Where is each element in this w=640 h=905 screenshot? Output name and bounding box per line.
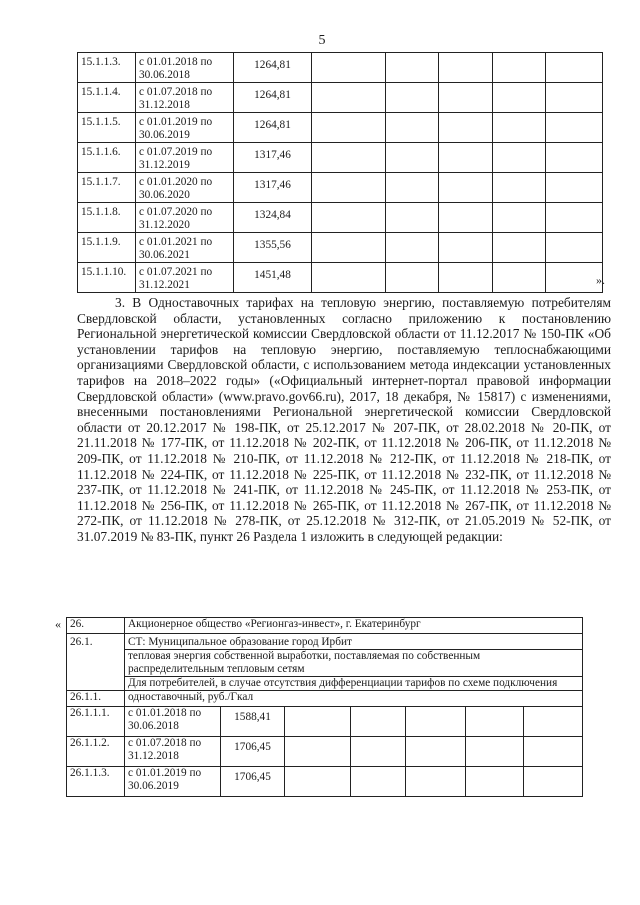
empty-cell — [524, 737, 583, 767]
table-row — [78, 143, 603, 173]
empty-cell — [312, 263, 386, 293]
table-row — [78, 113, 603, 143]
row-value: 1264,81 — [234, 83, 312, 113]
row-value: 1588,41 — [221, 707, 285, 737]
empty-cell — [406, 737, 466, 767]
row-code: 15.1.1.4. — [78, 83, 136, 113]
empty-cell — [439, 233, 493, 263]
empty-cell — [546, 173, 603, 203]
st-line: СТ: Муниципальное образование город Ирбит — [125, 634, 583, 650]
empty-cell — [524, 767, 583, 797]
opening-quote: « — [55, 617, 61, 631]
row-value: 1706,45 — [221, 737, 285, 767]
row-period: с 01.01.2019 по 30.06.2019 — [136, 113, 234, 143]
table-row — [67, 767, 583, 797]
st-note: Для потребителей, в случае отсутствия дифференциации тарифов по схеме подключения — [125, 677, 583, 691]
empty-cell — [351, 767, 406, 797]
empty-cell — [546, 53, 603, 83]
empty-cell — [386, 203, 439, 233]
row-code: 26.1.1.3. — [67, 767, 125, 797]
tariff-table-26 — [66, 617, 583, 797]
empty-cell — [524, 707, 583, 737]
empty-cell — [493, 203, 546, 233]
empty-cell — [406, 707, 466, 737]
empty-cell — [386, 173, 439, 203]
empty-cell — [312, 143, 386, 173]
row-value: 1355,56 — [234, 233, 312, 263]
empty-cell — [439, 113, 493, 143]
row-code: 15.1.1.3. — [78, 53, 136, 83]
empty-cell — [386, 83, 439, 113]
table-row — [78, 203, 603, 233]
empty-cell — [312, 113, 386, 143]
empty-cell — [386, 143, 439, 173]
table-row — [78, 173, 603, 203]
empty-cell — [546, 263, 603, 293]
empty-cell — [493, 263, 546, 293]
table-row — [78, 83, 603, 113]
sub-label: одноставочный, руб./Гкал — [125, 691, 583, 707]
empty-cell — [466, 767, 524, 797]
st-description: тепловая энергия собственной выработки, поставляемая по собственным распределительным тепловым сетям — [125, 650, 583, 677]
empty-cell — [285, 707, 351, 737]
empty-cell — [386, 233, 439, 263]
empty-cell — [546, 143, 603, 173]
empty-cell — [439, 143, 493, 173]
row-value: 1317,46 — [234, 173, 312, 203]
empty-cell — [439, 203, 493, 233]
row-period: с 01.01.2020 по 30.06.2020 — [136, 173, 234, 203]
row-code: 26.1.1.2. — [67, 737, 125, 767]
empty-cell — [312, 53, 386, 83]
empty-cell — [312, 173, 386, 203]
table-row — [67, 737, 583, 767]
empty-cell — [546, 113, 603, 143]
page-number: 5 — [318, 33, 326, 48]
empty-cell — [285, 737, 351, 767]
empty-cell — [493, 113, 546, 143]
empty-cell — [386, 53, 439, 83]
empty-cell — [493, 53, 546, 83]
empty-cell — [351, 737, 406, 767]
row-code: 15.1.1.9. — [78, 233, 136, 263]
row-period: с 01.07.2019 по 31.12.2019 — [136, 143, 234, 173]
empty-cell — [312, 83, 386, 113]
row-period: с 01.01.2018 по 30.06.2018 — [136, 53, 234, 83]
row-period: с 01.07.2021 по 31.12.2021 — [136, 263, 234, 293]
row-value: 1317,46 — [234, 143, 312, 173]
sub-code: 26.1.1. — [67, 691, 125, 707]
row-code: 15.1.1.7. — [78, 173, 136, 203]
org-code: 26. — [67, 618, 125, 634]
row-period: с 01.07.2020 по 31.12.2020 — [136, 203, 234, 233]
empty-cell — [439, 173, 493, 203]
paragraph-text: 3. В Одноставочных тарифах на тепловую энергию, поставляемую потребителям Свердловской области, установленных согласно приложению к постановлению Региональной энергетической комиссии Свердловской области от 11.12.2017 № 150-ПК «Об установлении тарифов на тепловую энергию, поставляемую теплоснабжающими организациями Свердловской области, с использованием метода индексации установленных тарифов на 2018–2022 годы» («Официальный интернет-портал правовой информации Свердловской области» (www.pravo.gov66.ru), 2017, 18 декабря, № 15817) с изменениями, внесенными постановлениями Региональной энергетической комиссии Свердловской области от 20.12.2017 № 198-ПК, от 25.12.2017 № 207-ПК, от 28.02.2018 № 20-ПК, от 21.11.2018 № 177-ПК, от 11.12.2018 № 202-ПК, от 11.12.2018 № 206-ПК, от 11.12.2018 № 209-ПК, от 11.12.2018 № 210-ПК, от 11.12.2018 № 212-ПК, от 11.12.2018 № 218-ПК, от 11.12.2018 № 224-ПК, от 11.12.2018 № 225-ПК, от 11.12.2018 № 232-ПК, от 11.12.2018 № 237-ПК, от 11.12.2018 № 241-ПК, от 11.12.2018 № 245-ПК, от 11.12.2018 № 253-ПК, от 11.12.2018 № 256-ПК, от 11.12.2018 № 265-ПК, от 11.12.2018 № 267-ПК, от 11.12.2018 № 272-ПК, от 11.12.2018 № 278-ПК, от 25.12.2018 № 312-ПК, от 21.05.2019 № 52-ПК, от 31.07.2019 № 83-ПК, пункт 26 Раздела 1 изложить в следующей редакции: — [77, 295, 611, 544]
row-period: с 01.07.2018 по 31.12.2018 — [136, 83, 234, 113]
row-code: 15.1.1.10. — [78, 263, 136, 293]
closing-quote: ». — [596, 273, 605, 287]
row-value: 1264,81 — [234, 53, 312, 83]
empty-cell — [493, 83, 546, 113]
empty-cell — [285, 767, 351, 797]
org-name: Акционерное общество «Регионгаз-инвест», г. Екатеринбург — [125, 618, 583, 634]
row-value: 1324,84 — [234, 203, 312, 233]
empty-cell — [493, 233, 546, 263]
row-code: 15.1.1.5. — [78, 113, 136, 143]
row-value: 1706,45 — [221, 767, 285, 797]
empty-cell — [466, 737, 524, 767]
table-row — [78, 233, 603, 263]
row-code: 15.1.1.8. — [78, 203, 136, 233]
row-period: с 01.07.2018 по 31.12.2018 — [125, 737, 221, 767]
empty-cell — [312, 233, 386, 263]
row-value: 1451,48 — [234, 263, 312, 293]
table-row — [78, 53, 603, 83]
row-period: с 01.01.2018 по 30.06.2018 — [125, 707, 221, 737]
empty-cell — [386, 113, 439, 143]
row-period: с 01.01.2019 по 30.06.2019 — [125, 767, 221, 797]
empty-cell — [439, 83, 493, 113]
table-row — [67, 707, 583, 737]
empty-cell — [351, 707, 406, 737]
amendment-paragraph — [77, 295, 611, 545]
row-period: с 01.01.2021 по 30.06.2021 — [136, 233, 234, 263]
empty-cell — [493, 143, 546, 173]
empty-cell — [386, 263, 439, 293]
row-code: 15.1.1.6. — [78, 143, 136, 173]
row-value: 1264,81 — [234, 113, 312, 143]
empty-cell — [439, 263, 493, 293]
empty-cell — [439, 53, 493, 83]
tariff-table-15 — [77, 52, 603, 293]
empty-cell — [546, 203, 603, 233]
row-code: 26.1.1.1. — [67, 707, 125, 737]
st-code: 26.1. — [67, 634, 125, 691]
table-row — [78, 263, 603, 293]
empty-cell — [493, 173, 546, 203]
empty-cell — [406, 767, 466, 797]
empty-cell — [546, 83, 603, 113]
empty-cell — [312, 203, 386, 233]
empty-cell — [466, 707, 524, 737]
empty-cell — [546, 233, 603, 263]
